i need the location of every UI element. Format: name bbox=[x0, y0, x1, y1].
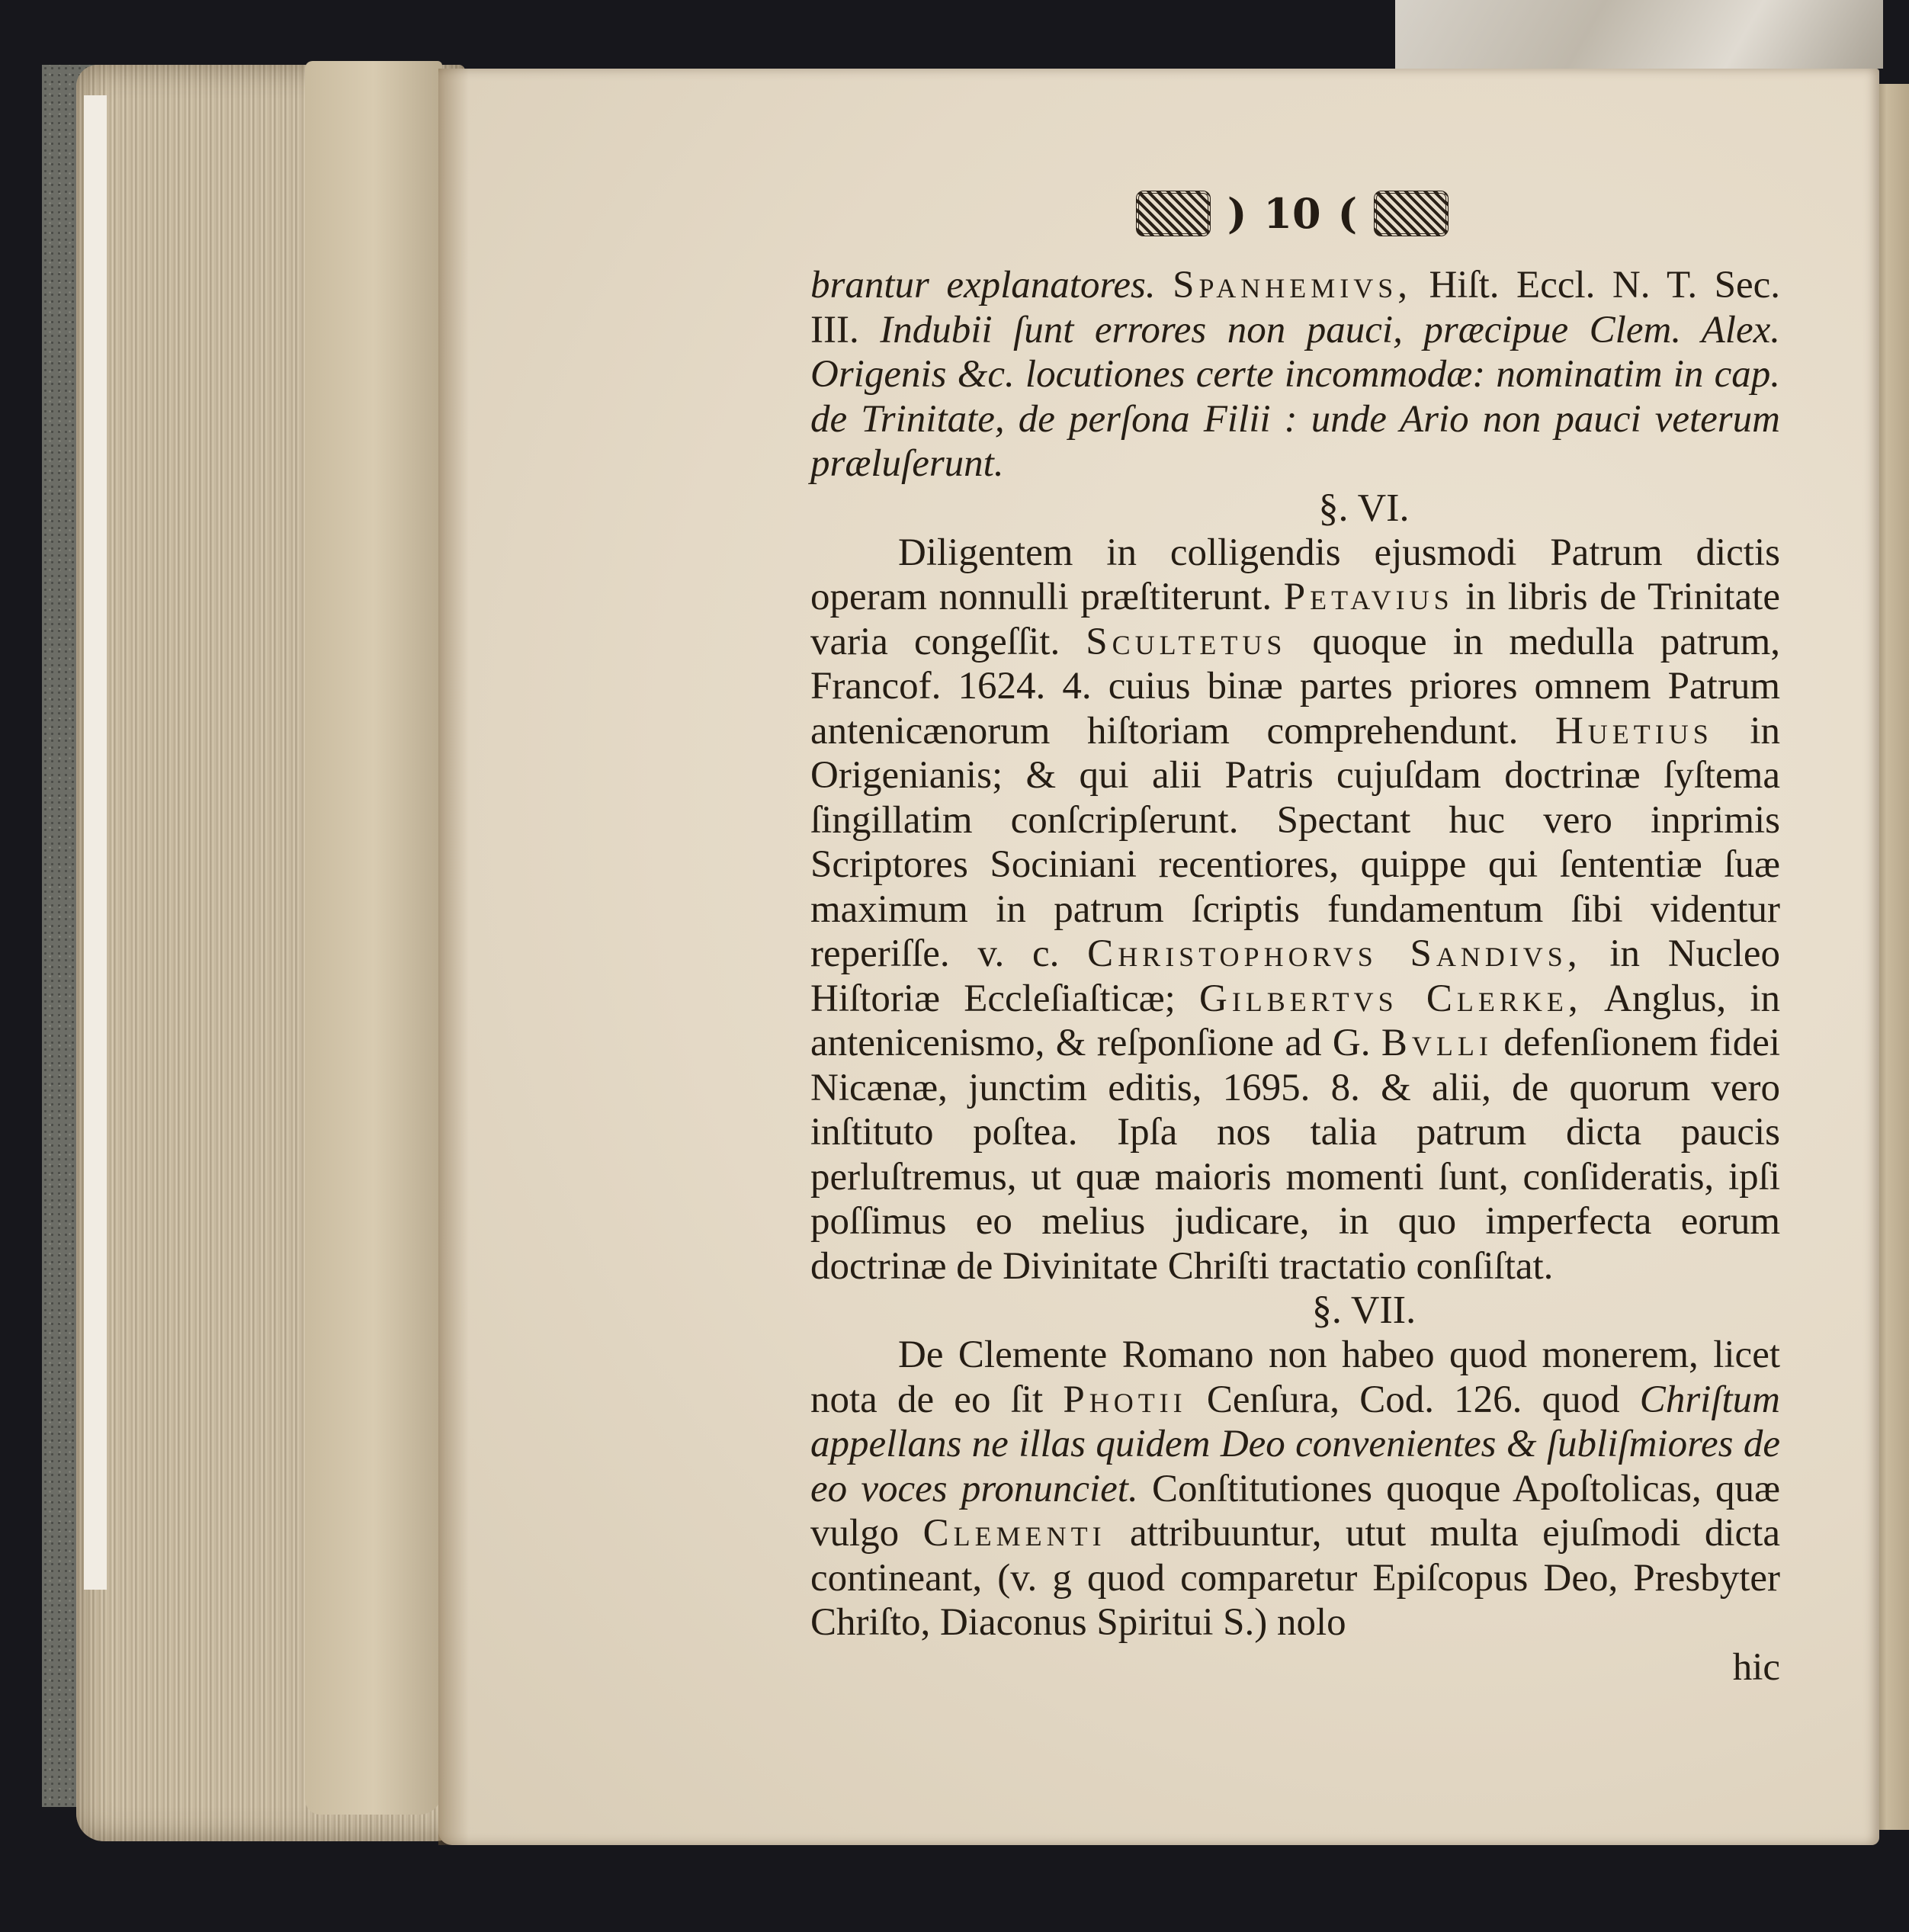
s7-text-3: Conſtitutiones quoque Apoſtolicas, quæ vulgo bbox=[810, 1467, 1780, 1555]
s7-text-4: attribuuntur, utut multa ejuſmodi dicta contineant, (v. g quod comparetur Epiſcopus Deo, Presbyter Chriſto, Diaconus Spiritui S.) nolo bbox=[810, 1512, 1780, 1644]
author-sandius: Christophorvs Sandivs, bbox=[1087, 932, 1582, 975]
header-left-mark: ) bbox=[1227, 189, 1247, 238]
s6-text-1: Diligentem in colligendis ejusmodi Patrum dictis operam nonnulli præſtiterunt. bbox=[810, 531, 1780, 618]
author-bullus: Bvlli bbox=[1381, 1022, 1493, 1064]
s6-text-5: in Nucleo Hiſtoriæ Eccleſiaſticæ; bbox=[810, 932, 1780, 1020]
page-edge-highlight bbox=[84, 95, 107, 1590]
author-scultetus: Scultetus bbox=[1086, 620, 1287, 663]
header-right-mark: ( bbox=[1337, 189, 1358, 238]
carry-over-text-1: Hiſt. Eccl. N. T. Sec. III. bbox=[810, 264, 1780, 351]
page-edges-front bbox=[305, 61, 442, 1815]
author-photius: Photii bbox=[1063, 1378, 1187, 1421]
author-spanhemius: Spanhemivs, bbox=[1173, 264, 1412, 306]
s7-text-1: De Clemente Romano non habeo quod monerem, licet nota de eo ſit bbox=[810, 1333, 1780, 1421]
s6-text-4: in Origenianis; & qui alii Patris cujuſdam doctrinæ ſyſtema ſingillatim conſcripſerunt. Spectant huc vero inprimis Scriptores Sociniani recentiores, quippe qui ſententiæ ſuæ maximum in patrum ſcriptis fundamentum ſibi videntur reperiſſe. v. c. bbox=[810, 709, 1780, 975]
s6-text-7: defenſionem fidei Nicænæ, junctim editis, 1695. 8. & alii, de quorum vero inſtituto poſtea. Ipſa nos talia patrum dicta paucis perluſtremus, ut quæ maioris momenti ſunt, conſideratis, ipſi poſſimus eo melius judicare, in quo imperfecta eorum doctrinæ de Divinitate Chriſti tractatio conſiſtat. bbox=[810, 1022, 1780, 1288]
page-number: 10 bbox=[1263, 189, 1321, 238]
s7-text-2: Cenſura, Cod. 126. quod bbox=[1186, 1378, 1640, 1421]
ornament-left-icon bbox=[1136, 191, 1211, 236]
section-6-paragraph bbox=[810, 531, 1780, 1289]
s7-italic-quote: Chriſtum appellans ne illas quidem Deo convenientes & ſubliſmiores de eo voces pronunciet. bbox=[810, 1378, 1780, 1510]
s6-text-2: in libris de Trinitate varia congeſſit. bbox=[810, 576, 1780, 663]
carry-over-italic-1: brantur explanatores. bbox=[810, 264, 1156, 306]
author-petavius: Petavius bbox=[1283, 576, 1454, 618]
s6-text-3: quoque in medulla patrum, Francof. 1624. 4. cuius binæ partes priores omnem Patrum antenicænorum hiſtoriam comprehendunt. bbox=[810, 620, 1780, 753]
section-7-paragraph bbox=[810, 1333, 1780, 1645]
ornament-right-icon bbox=[1374, 191, 1449, 236]
carry-over-italic-2: Indubii ſunt errores non pauci, præcipue Clem. Alex. Origenis &c. locutiones certe incommodæ: nominatim in cap. de Trinitate, de perſona Filii : unde Ario non pauci veterum præluſerunt. bbox=[810, 308, 1780, 485]
section-7-heading: §. VII. bbox=[1311, 1289, 1417, 1332]
author-huetius: Huetius bbox=[1554, 709, 1713, 753]
section-6-heading: §. VI. bbox=[1318, 486, 1410, 530]
page-gutter-shadow bbox=[438, 69, 469, 1845]
carry-over-paragraph bbox=[810, 263, 1780, 486]
author-clerke: Gilbertvs Clerke, bbox=[1198, 977, 1583, 1020]
s6-text-6: Anglus, in antenicenismo, & reſponſione ad G. bbox=[810, 977, 1781, 1064]
author-clementi: Clementi bbox=[922, 1512, 1106, 1555]
page-text bbox=[810, 263, 1780, 1690]
running-head bbox=[1128, 187, 1456, 240]
catchword: hic bbox=[1732, 1645, 1780, 1689]
paper-scrap bbox=[1395, 0, 1883, 69]
